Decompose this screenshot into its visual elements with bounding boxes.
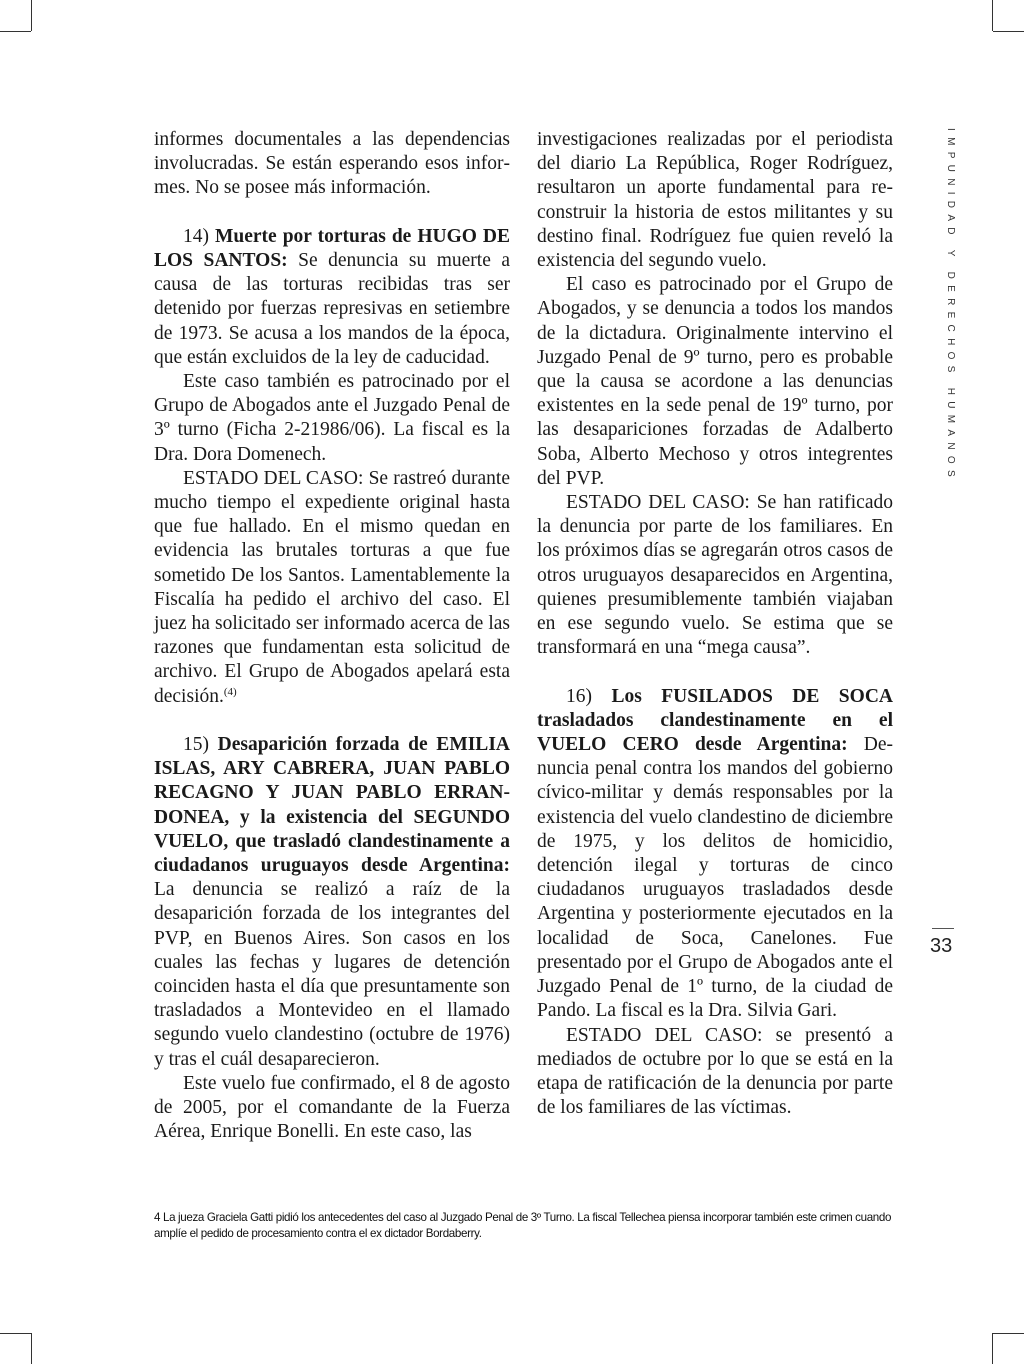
case-15-number: 15): [183, 734, 218, 756]
crop-mark-bottom-right-h: [993, 1333, 1024, 1334]
left-column: [154, 128, 510, 1145]
case-15-paragraph-3: El caso es patrocinado por el Grupo de Abogados, y se denuncia a todos los mandos de la dictadura. Originalmente intervino el Juzgado Penal de 9º turno, pero es probable que la causa se acordone a las denuncias existentes en la sede penal de 19º turno, por las desapariciones forzadas de Adalberto Soba, Alberto Mechoso y otros integrentes del PVP.: [537, 274, 893, 489]
case-14-status-text: ESTADO DEL CASO: Se rastreó durante mucho tiempo el expediente original hasta que fue hallado. En el mismo quedan en evidencia las brutales torturas a que fue sometido De los Santos. Lamentablemente la Fiscalía ha pedido el archivo del caso. El juez ha solicitado ser informado acerca de las razones que fundamentan esta solicitud de archivo. El Grupo de Abogados apelará esta decisión.: [154, 467, 510, 707]
page-number: 33: [930, 935, 953, 957]
case-14-number: 14): [183, 225, 215, 247]
paragraph-continuation: informes documentales a las dependencias involucradas. Se están esperando esos informes. No se posee más información.: [154, 129, 510, 199]
case-15-heading-paragraph: [154, 733, 510, 1072]
case-14-status-paragraph: [154, 467, 510, 709]
case-14-heading-paragraph: [154, 225, 510, 370]
running-head: IMPUNIDAD Y DERECHOS HUMANOS: [945, 128, 956, 483]
crop-mark-top-left-h: [0, 31, 31, 32]
crop-mark-bottom-left-h: [0, 1333, 31, 1334]
crop-mark-top-left-v: [31, 0, 32, 31]
footnote-reference[interactable]: (4): [223, 685, 237, 698]
footnote: 4 La jueza Graciela Gatti pidió los antecedentes del caso al Juzgado Penal de 3º Turno. La fiscal Tellechea piensa incorporar también este crimen cuando amplíe el pedido de procesamiento contra el ex dictador Bordaberry.: [154, 1211, 892, 1240]
right-column: [537, 128, 893, 1120]
case-16-text: Denuncia penal contra los mandos del gobierno cívico-militar y demás responsables por la existencia del vuelo clandestino de diciembre de 1975, y los delitos de homicidio, detención ilegal y torturas de cinco ciudadanos uruguayos trasladados desde Argentina y posteriormente ejecutados en la localidad de Soca, Canelones. Fue presentado por el Grupo de Abogados ante el Juzgado Penal de 1º turno, de la ciudad de Pando. La fiscal es la Dra. Silvia Gari.: [537, 734, 893, 1022]
crop-mark-bottom-right-v: [992, 1333, 993, 1364]
case-16-title: Los FUSILADOS DE SOCA trasladados clandestinamente en el VUELO CERO desde Argentina:: [537, 685, 893, 756]
case-16-number: 16): [566, 685, 612, 707]
case-14-text: Se denuncia su muerte a causa de las torturas recibidas tras ser detenido por fuerzas represivas en setiembre de 1973. Se acusa a los mandos de la época, que están excluidos de la ley de caducidad.: [154, 250, 510, 368]
page-number-rule: [932, 928, 954, 929]
case-15-paragraph-2: Este vuelo fue confirmado, el 8 de agosto de 2005, por el comandante de la Fuerza Aérea, Enrique Bonelli. En este caso, las: [154, 1072, 510, 1143]
case-15-continuation: investigaciones realizadas por el periodista del diario La República, Roger Rodríguez, resultaron un aporte fundamental para reconstruir la historia de estos militantes y su destino final. Rodríguez fue quien reveló la existencia del segundo vuelo.: [537, 129, 893, 272]
case-16-status-paragraph: ESTADO DEL CASO: se presentó a mediados de octubre por lo que se está en la etapa de ratificación de la denuncia por parte de los familiares de las víctimas.: [537, 1024, 893, 1119]
crop-mark-top-right-h: [993, 31, 1024, 32]
case-14-title: Muerte por torturas de HUGO DE LOS SANTOS:: [154, 225, 510, 271]
case-15-text: La denuncia se realizó a raíz de la desaparición forzada de los integrantes del PVP, en Buenos Aires. Son casos en los cuales las fechas y lugares de detención coinciden hasta el día que presuntamente son trasladados a Montevideo en el llamado segundo vuelo clandestino (octubre de 1976) y tras el cuál desaparecieron.: [154, 879, 510, 1070]
crop-mark-bottom-left-v: [31, 1333, 32, 1364]
crop-mark-top-right-v: [992, 0, 993, 31]
case-15-status-paragraph: ESTADO DEL CASO: Se han ratificado la denuncia por parte de los familiares. En los próximos días se agregarán otros casos de otros uruguayos desaparecidos en Argentina, quienes presumiblemente también viajaban en ese segundo vuelo. Se estima que se transformará en una “mega causa”.: [537, 492, 893, 659]
case-16-heading-paragraph: [537, 685, 893, 1024]
case-15-title: Desaparición forzada de EMILIA ISLAS, ARY CABRERA, JUAN PABLO RECAGNO Y JUAN PABLO ERRANDONEA, y la existencia del SEGUNDO VUELO, que trasladó clandestinamente a ciudadanos uruguayos desde Argentina:: [154, 734, 510, 877]
case-14-paragraph-2: Este caso también es patrocinado por el Grupo de Abogados ante el Juzgado Penal de 3º turno (Ficha 2-21986/06). La fiscal es la Dra. Dora Domenech.: [154, 371, 510, 465]
